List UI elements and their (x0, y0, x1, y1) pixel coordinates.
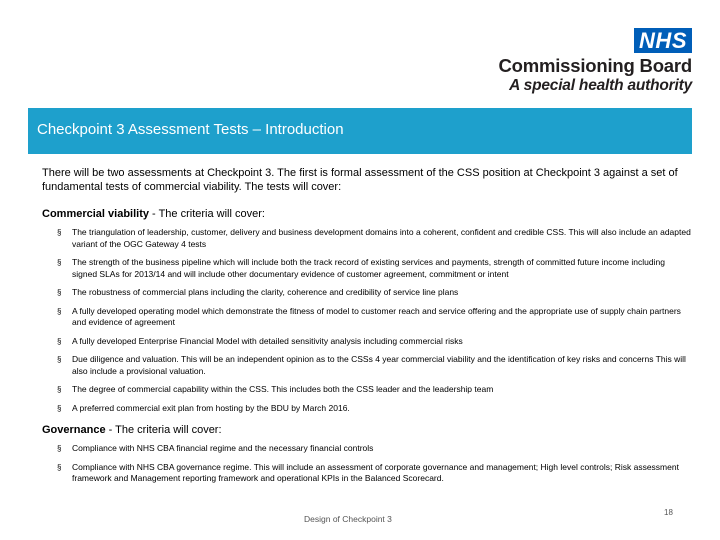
list-item (42, 227, 692, 250)
nhs-logo (498, 28, 692, 95)
intro-paragraph: There will be two assessments at Checkpoint 3. The first is formal assessment of the CSS position at Checkpoint 3 against a set of fundamental tests of commercial viability. The tests will cover: (42, 167, 678, 193)
bullet-icon: § (57, 306, 62, 316)
bullet-icon: § (57, 462, 62, 472)
bullet-icon: § (57, 336, 62, 346)
list-item-text: Compliance with NHS CBA governance regime. This will include an assessment of corporate governance and management; High level controls; Risk assessment framework and Management reporting framework and operational KPIs in the Balanced Scorecard. (72, 461, 679, 483)
section-heading-strong: Governance (42, 424, 106, 436)
bullet-icon: § (57, 444, 62, 453)
list-item-text: A fully developed operating model which demonstrate the fitness of model to customer reach and service offering and the appropriate use of supply chain partners and evidence of agreement (72, 305, 681, 327)
section-heading-strong: Commercial viability (42, 208, 149, 220)
slide-title: Checkpoint 3 Assessment Tests – Introduction (37, 121, 344, 138)
bullet-icon: § (57, 288, 62, 297)
section-subheading: - The criteria will cover: (149, 208, 265, 220)
nhs-brand-box: NHS (634, 28, 692, 53)
list-item-text: The strength of the business pipeline which will include both the track record of existing services and payments, strength of committed future income including signed SLAs for 2013/14 and will include other documentary evidence of customer agreement, commitment or intent (72, 257, 665, 279)
logo-tagline: A special health authority (509, 77, 692, 94)
list-item-text: Due diligence and valuation. This will be an independent opinion as to the CSSs 4 year commercial viability and the identification of key risks and concerns This will also include a provisional valuation. (72, 354, 686, 376)
list-item-text: A preferred commercial exit plan from hosting by the BDU by March 2016. (72, 402, 350, 413)
section-governance (42, 423, 692, 485)
list-item-text: The degree of commercial capability within the CSS. This includes both the CSS leader and the leadership team (72, 384, 494, 394)
logo-org-name: Commissioning Board (498, 55, 692, 76)
list-item (42, 257, 692, 280)
bullet-icon: § (57, 385, 62, 394)
bullet-icon: § (57, 258, 62, 267)
list-item (42, 462, 692, 485)
list-item (42, 443, 692, 455)
bullet-icon: § (57, 403, 62, 413)
list-item (42, 384, 692, 396)
list-item-text: A fully developed Enterprise Financial Model with detailed sensitivity analysis including commercial risks (72, 335, 463, 346)
list-item (42, 287, 692, 299)
list-item (42, 354, 692, 377)
criteria-list (42, 443, 692, 485)
list-item (42, 403, 692, 415)
criteria-list (42, 227, 692, 414)
list-item-text: The triangulation of leadership, customer, delivery and business development domains into a coherent, confident and credible CSS. This will also include an adapted variant of the OGC Gateway 4 tests (72, 227, 691, 249)
bullet-icon: § (57, 355, 62, 364)
page-number: 18 (664, 508, 673, 517)
slide-content (42, 166, 692, 492)
list-item-text: The robustness of commercial plans including the clarity, coherence and credibility of service line plans (72, 287, 459, 297)
list-item (42, 336, 692, 348)
section-heading (42, 207, 692, 221)
footer-text: Design of Checkpoint 3 (304, 514, 392, 524)
section-subheading: - The criteria will cover: (105, 424, 222, 436)
list-item-text: Compliance with NHS CBA financial regime and the necessary financial controls (72, 443, 374, 453)
title-banner (28, 108, 692, 154)
section-commercial-viability (42, 207, 692, 414)
bullet-icon: § (57, 228, 62, 237)
section-heading (42, 423, 692, 437)
list-item (42, 306, 692, 329)
